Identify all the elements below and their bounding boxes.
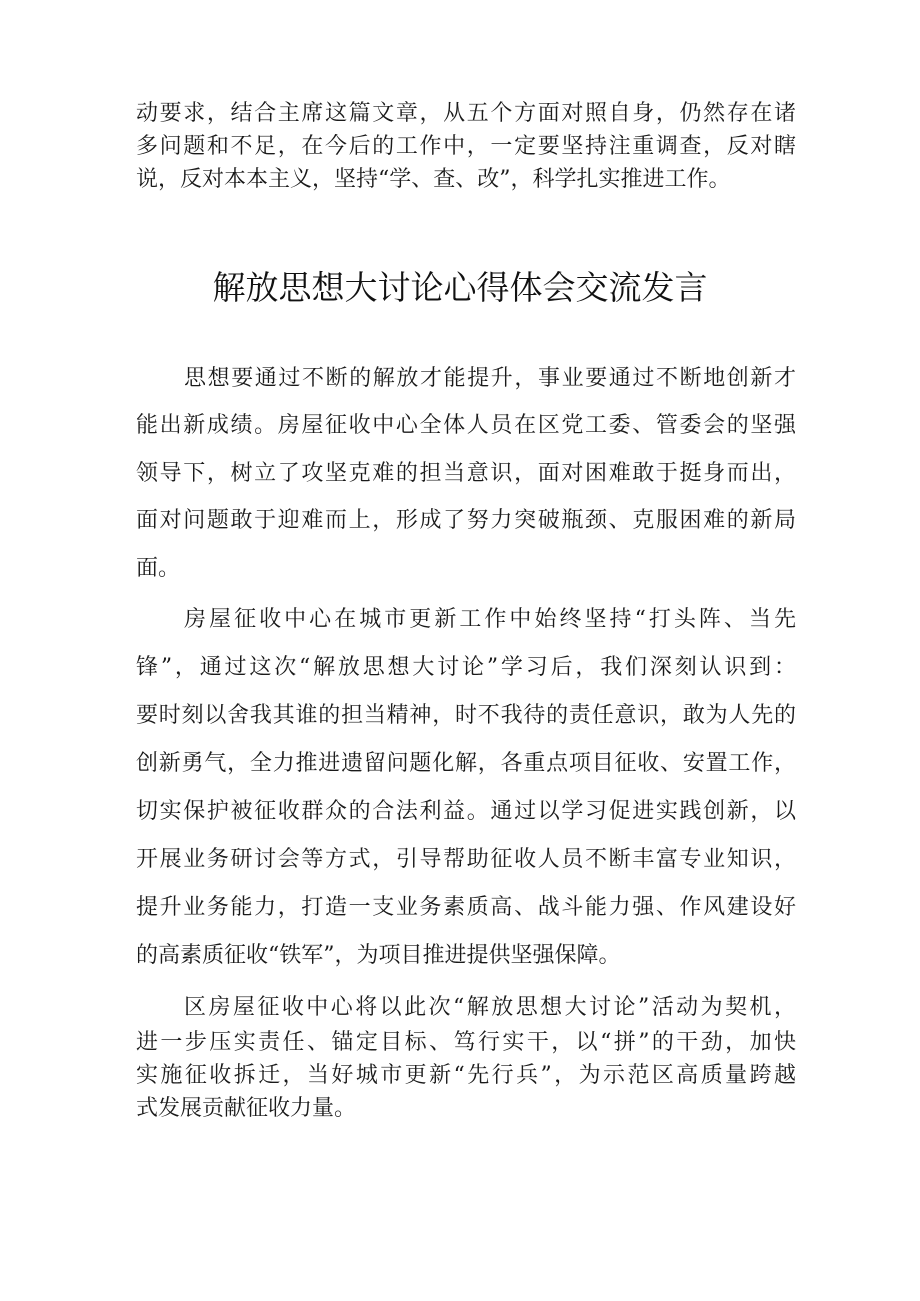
paragraph1-line-1: 思想要通过不断的解放才能提升，事业要通过不断地创新才 <box>184 366 796 391</box>
intro-line-3: 说，反对本本主义，坚持“学、查、改”，科学扎实推进工作。 <box>136 167 731 192</box>
paragraph2-line-6: 开展业务研讨会等方式，引导帮助征收人员不断丰富专业知识， <box>136 847 796 872</box>
paragraph2-line-3: 要时刻以舍我其谁的担当精神，时不我待的责任意识，敢为人先的 <box>136 703 796 728</box>
paragraph3-line-2: 进一步压实责任、锚定目标、笃行实干，以“拼”的干劲，加快 <box>136 1030 796 1055</box>
paragraph2-line-5: 切实保护被征收群众的合法利益。通过以学习促进实践创新，以 <box>136 799 796 824</box>
document-title: 解放思想大讨论心得体会交流发言 <box>212 268 708 307</box>
paragraph2-line-1: 房屋征收中心在城市更新工作中始终坚持“打头阵、当先 <box>184 607 796 632</box>
paragraph1-line-4: 面对问题敢于迎难而上，形成了努力突破瓶颈、克服困难的新局 <box>136 508 796 533</box>
paragraph1-line-5: 面。 <box>136 556 181 581</box>
intro-line-1: 动要求，结合主席这篇文章，从五个方面对照自身，仍然存在诸 <box>136 101 796 126</box>
paragraph3-line-3: 实施征收拆迁，当好城市更新“先行兵”，为示范区高质量跨越 <box>136 1063 796 1088</box>
paragraph2-line-7: 提升业务能力，打造一支业务素质高、战斗能力强、作风建设好 <box>136 895 796 920</box>
intro-line-2: 多问题和不足，在今后的工作中，一定要坚持注重调查，反对瞎 <box>136 134 796 159</box>
paragraph1-line-2: 能出新成绩。房屋征收中心全体人员在区党工委、管委会的坚强 <box>136 413 796 438</box>
paragraph1-line-3: 领导下，树立了攻坚克难的担当意识，面对困难敢于挺身而出， <box>136 461 796 486</box>
paragraph3-line-1: 区房屋征收中心将以此次“解放思想大讨论”活动为契机， <box>184 995 796 1020</box>
paragraph3-line-4: 式发展贡献征收力量。 <box>136 1096 357 1121</box>
paragraph2-line-2: 锋”，通过这次“解放思想大讨论”学习后，我们深刻认识到： <box>136 655 796 680</box>
paragraph2-line-8: 的高素质征收“铁军”，为项目推进提供坚强保障。 <box>136 943 621 968</box>
paragraph2-line-4: 创新勇气，全力推进遗留问题化解，各重点项目征收、安置工作， <box>136 751 796 776</box>
